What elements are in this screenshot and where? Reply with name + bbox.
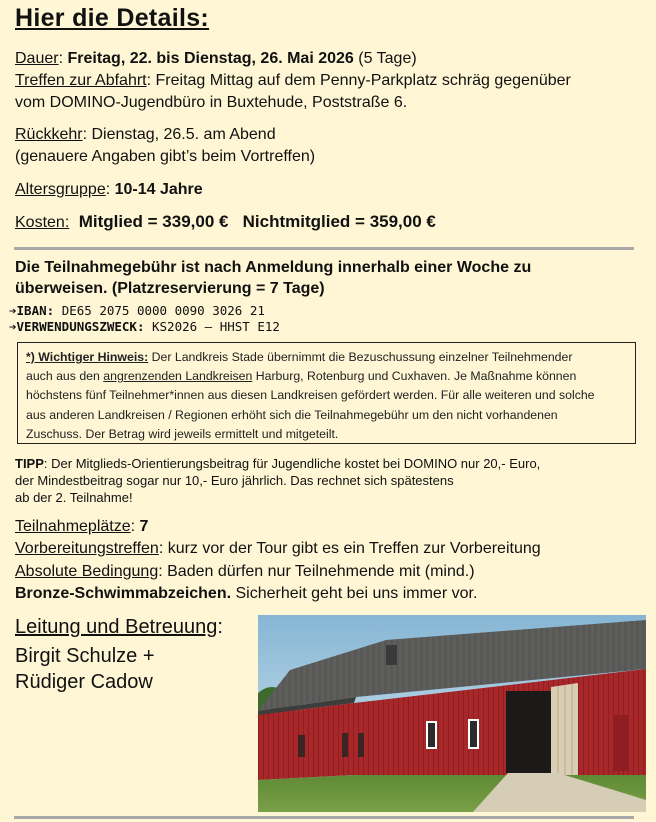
tipp-line-2: der Mindestbeitrag sogar nur 10,- Euro jährlich. Das rechnet sich spätestens (15, 473, 454, 488)
bedingung-label: Absolute Bedingung (15, 563, 159, 580)
barn-wall-left (258, 703, 354, 780)
leitung-name-2: Rüdiger Cadow (15, 671, 153, 693)
rueckkehr-label: Rückkehr (15, 126, 83, 143)
note-line-3: höchstens fünf Teilnehmer*innen aus diesen Landkreisen gefördert werden. Für alle weiteren und solche (26, 388, 595, 403)
plaetze-line (15, 518, 148, 536)
leitung-heading (15, 616, 223, 639)
leitung-colon: : (217, 616, 223, 638)
barn-window-glass (428, 723, 435, 747)
treffen-label: Treffen zur Abfahrt (15, 72, 147, 89)
note-text-2a: auch aus den (26, 369, 104, 384)
divider-top (14, 247, 634, 250)
iban-value: DE65 2075 0000 0090 3026 21 (61, 303, 265, 318)
iban-label: IBAN: (16, 303, 55, 318)
kosten-line (15, 212, 436, 232)
note-line-5: Zuschuss. Der Betrag wird jeweils ermittelt und mitgeteilt. (26, 426, 339, 441)
barn-door-small (298, 735, 305, 757)
dauer-colon: : (58, 50, 68, 67)
barn-door-opening (506, 691, 554, 773)
dauer-days: (5 Tage) (353, 50, 417, 67)
alter-label: Altersgruppe (15, 181, 106, 198)
note-line-2 (26, 367, 627, 386)
barn-door-right (614, 715, 628, 771)
leitung-name-1: Birgit Schulze + (15, 645, 155, 667)
tipp-text-1: : Der Mitglieds-Orientierungsbeitrag für Jugendliche kostet bei DOMINO nur 20,- Euro, (43, 456, 541, 471)
divider-bottom (14, 816, 634, 819)
bedingung-text: : Baden dürfen nur Teilnehmende mit (mind.) (158, 563, 475, 580)
barn-window-glass (470, 721, 477, 747)
rueckkehr-line-2: (genauere Angaben gibt’s beim Vortreffen) (15, 148, 316, 165)
dauer-value: Freitag, 22. bis Dienstag, 26. Mai 2026 (67, 50, 354, 67)
iban-line (9, 303, 265, 318)
note-line-4: aus anderen Landkreisen / Regionen erhöht sich die Teilnahmegebühr um den nicht vorhandenen (26, 407, 558, 422)
important-note-box (17, 342, 636, 444)
alter-colon: : (105, 181, 115, 198)
note-text-2u: angrenzenden Landkreisen (103, 369, 253, 384)
note-title: *) Wichtiger Hinweis: (26, 350, 149, 364)
treffen-text: : Freitag Mittag auf dem Penny-Parkplatz schräg gegenüber (146, 72, 571, 89)
kosten-value: Mitglied = 339,00 € Nichtmitglied = 359,00 € (78, 212, 436, 231)
alter-line (15, 181, 203, 199)
vortreffen-text: : kurz vor der Tour gibt es ein Treffen zur Vorbereitung (158, 540, 541, 557)
note-text-1: Der Landkreis Stade übernimmt die Bezuschussung einzelner Teilnehmender (148, 350, 573, 364)
arrow-icon: ➔ (9, 319, 17, 334)
note-line-1 (26, 348, 627, 367)
chimney (386, 645, 397, 665)
kosten-label: Kosten: (15, 214, 70, 231)
payment-line-1: Die Teilnahmegebühr ist nach Anmeldung innerhalb einer Woche zu (15, 259, 532, 276)
vortreffen-label: Vorbereitungstreffen (15, 540, 159, 557)
verwendungszweck-line (9, 319, 280, 334)
barn-door-small (342, 733, 348, 757)
bedingung-line-2 (15, 585, 477, 603)
tipp-line-1 (15, 456, 540, 471)
tipp-label: TIPP (15, 456, 44, 471)
rueckkehr-text: : Dienstag, 26.5. am Abend (82, 126, 276, 143)
page-heading: Hier die Details: (15, 4, 210, 32)
plaetze-value: 7 (139, 518, 149, 535)
barn-door-small (358, 733, 364, 757)
treffen-line-2: vom DOMINO-Jugendbüro in Buxtehude, Poststraße 6. (15, 94, 408, 111)
bedingung-line (15, 563, 475, 581)
payment-line-2: überweisen. (Platzreservierung = 7 Tage) (15, 280, 325, 297)
verwendungszweck-value: KS2026 – HHST E12 (152, 319, 280, 334)
vortreffen-line (15, 540, 541, 558)
plaetze-label: Teilnahmeplätze (15, 518, 131, 535)
alter-value: 10-14 Jahre (114, 181, 203, 198)
leitung-label: Leitung und Betreuung (15, 616, 218, 638)
note-text-2b: Harburg, Rotenburg und Cuxhaven. Je Maßnahme können (252, 369, 577, 384)
bedingung-text-2: Sicherheit geht bei uns immer vor. (231, 585, 478, 602)
verwendungszweck-label: VERWENDUNGSZWECK: (16, 319, 145, 334)
barn-photo (258, 615, 646, 812)
rueckkehr-line (15, 126, 276, 144)
plaetze-colon: : (130, 518, 140, 535)
arrow-icon: ➔ (9, 303, 17, 318)
dauer-line (15, 50, 417, 68)
tipp-line-3: ab der 2. Teilnahme! (15, 490, 133, 505)
treffen-line (15, 72, 571, 90)
bedingung-bold: Bronze-Schwimmabzeichen. (15, 585, 232, 602)
dauer-label: Dauer (15, 50, 59, 67)
